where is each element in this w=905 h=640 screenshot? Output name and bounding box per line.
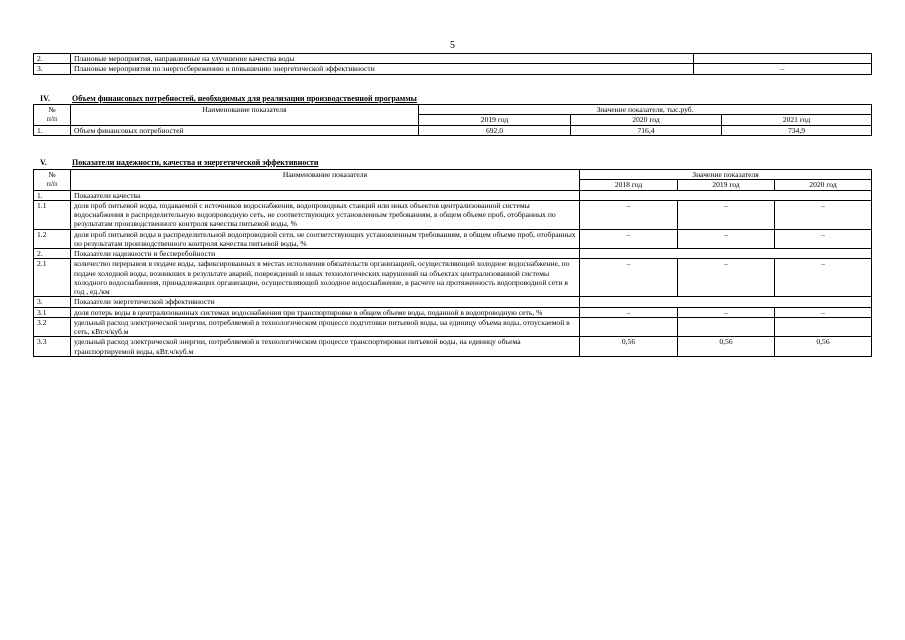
- page-number: 5: [450, 40, 455, 51]
- plans-table: [33, 53, 872, 75]
- row-value: –: [580, 259, 678, 297]
- group-spacer: [580, 297, 872, 307]
- row-value: –: [678, 307, 775, 317]
- row-number: 3.2: [34, 317, 71, 337]
- table-row: [34, 125, 872, 135]
- row-value: –: [775, 200, 872, 229]
- row-value: 716,4: [571, 125, 722, 135]
- table-row: [34, 64, 872, 74]
- row-number: 3.: [34, 64, 71, 74]
- row-name: доля потерь воды в централизованных системах водоснабжения при транспортировке в общем объеме воды, поданной в водопроводную сеть, %: [71, 307, 580, 317]
- table-header-row: [34, 170, 872, 180]
- group-row: [34, 190, 872, 200]
- group-row: [34, 249, 872, 259]
- financial-needs-table: [33, 104, 872, 136]
- section-5-title: Показатели надежности, качества и энергетической эффективности: [72, 158, 319, 167]
- row-value: –: [580, 200, 678, 229]
- year-header: 2019 год: [419, 115, 571, 125]
- section-5-numeral: V.: [40, 158, 47, 167]
- row-value: [678, 317, 775, 337]
- row-value: –: [775, 229, 872, 249]
- year-header: 2021 год: [722, 115, 872, 125]
- row-number: 3.: [34, 297, 71, 307]
- row-value: 0,56: [775, 337, 872, 357]
- row-name: количество перерывов в подаче воды, зафиксированных в местах исполнения обязательств организацией, осуществляющей холодное водоснабжение, по подаче холодной воды, возникших в результате аварий, повреждений и иных технологических нарушений на объектах централизованной системы холодного водоснабжения, принадлежащих организации, осуществляющей холодное водоснабжение, в расчете на протяженность водопроводной сети в год , ед./км: [71, 259, 580, 297]
- row-value: –: [694, 64, 872, 74]
- col-value-header: Значение показателя: [580, 170, 872, 180]
- table-row: [34, 307, 872, 317]
- row-number: 2.: [34, 249, 71, 259]
- row-number: 1.: [34, 190, 71, 200]
- row-value: [580, 317, 678, 337]
- table-row: [34, 229, 872, 249]
- row-number: 3.3: [34, 337, 71, 357]
- table-row: [34, 317, 872, 337]
- row-name: удельный расход электрической энергии, потребляемой в технологическом процессе транспортировки питьевой воды, на единицу объема транспортируемой воды, кВт.ч/куб.м: [71, 337, 580, 357]
- row-value: –: [580, 229, 678, 249]
- table-header-row: [34, 105, 872, 115]
- col-name-header: Наименование показателя: [71, 105, 419, 126]
- row-number: 1.: [34, 125, 71, 135]
- row-name: Показатели надежности и бесперебойности: [71, 249, 580, 259]
- row-number: 2.: [34, 54, 71, 64]
- section-4-title: Объем финансовых потребностей, необходимых для реализации производственной программы: [72, 94, 417, 103]
- section-5-heading: [40, 158, 318, 168]
- group-spacer: [580, 190, 872, 200]
- col-num-header: № п/п: [34, 170, 71, 191]
- group-row: [34, 297, 872, 307]
- row-number: 1.2: [34, 229, 71, 249]
- table-row: [34, 337, 872, 357]
- row-value: –: [580, 307, 678, 317]
- row-name: Показатели энергетической эффективности: [71, 297, 580, 307]
- col-num-header: № п/п: [34, 105, 71, 126]
- year-header: 2020 год: [775, 180, 872, 190]
- row-name: Объем финансовых потребностей: [71, 125, 419, 135]
- year-header: 2019 год: [678, 180, 775, 190]
- indicator-rows: [34, 190, 872, 356]
- table-row: [34, 54, 872, 64]
- row-name: Показатели качества: [71, 190, 580, 200]
- row-value: 0,56: [580, 337, 678, 357]
- row-name: доля проб питьевой воды в распределительной водопроводной сети, не соответствующих установленным требованиям, в общем объеме проб, отобранных по результатам производственного контроля качества питьевой воды, %: [71, 229, 580, 249]
- table-row: [34, 259, 872, 297]
- row-name: удельный расход электрической энергии, потребляемой в технологическом процессе подготовки питьевой воды, на единицу объема воды, отпускаемой в сеть, кВт.ч/куб.м: [71, 317, 580, 337]
- row-name: доля проб питьевой воды, подаваемой с источников водоснабжения, водопроводных станций или иных объектов централизованной системы водоснабжения в распределительную водопроводную сеть, не соответствующих установленным требованиям, в общем объеме проб, отобранных по результатам производственного контроля качества питьевой воды, %: [71, 200, 580, 229]
- col-name-header: Наименование показателя: [71, 170, 580, 191]
- row-value: –: [678, 229, 775, 249]
- row-value: –: [775, 307, 872, 317]
- row-value: 692,0: [419, 125, 571, 135]
- row-value: –: [775, 259, 872, 297]
- row-value: [694, 54, 872, 64]
- row-value: –: [678, 200, 775, 229]
- row-number: 1.1: [34, 200, 71, 229]
- row-name: Плановые мероприятия по энергосбережению и повышению энергетической эффективности: [71, 64, 694, 74]
- table-row: [34, 200, 872, 229]
- section-4-heading: [40, 94, 417, 104]
- row-number: 2.1: [34, 259, 71, 297]
- row-value: 734,9: [722, 125, 872, 135]
- group-spacer: [580, 249, 872, 259]
- row-number: 3.1: [34, 307, 71, 317]
- year-header: 2018 год: [580, 180, 678, 190]
- col-value-header: Значение показателя, тыс.руб.: [419, 105, 872, 115]
- row-value: 0,56: [678, 337, 775, 357]
- row-value: [775, 317, 872, 337]
- year-header: 2020 год: [571, 115, 722, 125]
- row-value: –: [678, 259, 775, 297]
- section-4-numeral: IV.: [40, 94, 50, 103]
- row-name: Плановые мероприятия, направленные на улучшение качества воды: [71, 54, 694, 64]
- reliability-quality-table: [33, 169, 872, 357]
